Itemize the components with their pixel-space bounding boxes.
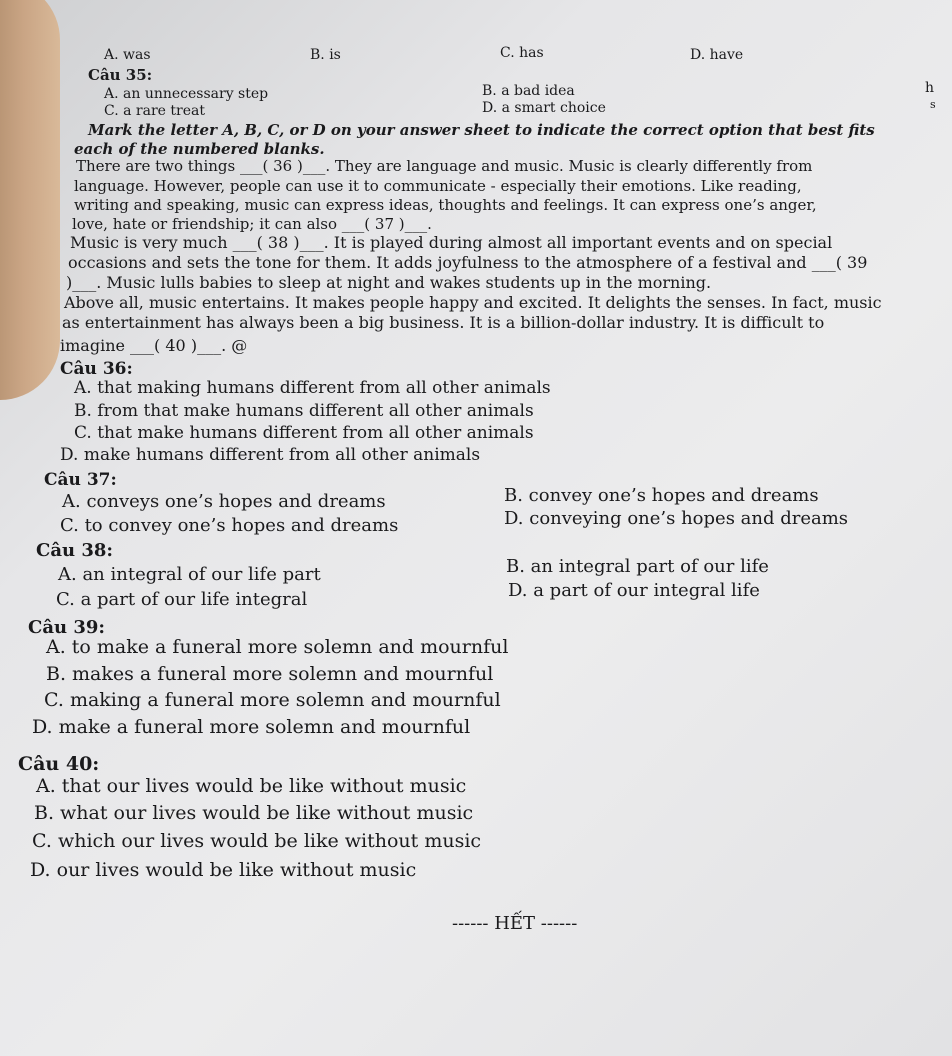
q37-title: Câu 37:: [44, 470, 117, 490]
passage-line-2: language. However, people can use it to communicate - especially their emotions. Like reading,: [74, 177, 802, 195]
q34-option-d: D. have: [690, 47, 744, 63]
q34-option-b: B. is: [310, 47, 341, 63]
passage-line-7: )___. Music lulls babies to sleep at night and wakes students up in the morning.: [66, 273, 712, 292]
passage-line-5: Music is very much ___( 38 )___. It is played during almost all important events and on special: [70, 233, 833, 252]
finger-shadow: [0, 0, 60, 400]
q35-option-b: B. a bad idea: [482, 83, 575, 99]
passage-line-4: love, hate or friendship; it can also ___( 37 )___.: [72, 215, 432, 233]
passage-line-1: There are two things ___( 36 )___. They are language and music. Music is clearly differently from: [76, 157, 813, 175]
instruction-line-1: Mark the letter A, B, C, or D on your answer sheet to indicate the correct option that best fits: [88, 121, 875, 139]
q36-option-b: B. from that make humans different all other animals: [74, 401, 534, 421]
q40-option-b: B. what our lives would be like without music: [34, 802, 474, 824]
q36-option-a: A. that making humans different from all other animals: [74, 378, 551, 398]
margin-letter-s: s: [930, 98, 936, 111]
q37-option-b: B. convey one’s hopes and dreams: [504, 485, 819, 506]
passage-line-8: Above all, music entertains. It makes people happy and excited. It delights the senses. In fact, music: [64, 293, 882, 312]
q36-title: Câu 36:: [60, 359, 133, 379]
end-marker: ------ HẾT ------: [452, 913, 578, 934]
q36-option-c: C. that make humans different from all other animals: [74, 423, 534, 443]
q37-option-a: A. conveys one’s hopes and dreams: [62, 491, 386, 512]
passage-line-6: occasions and sets the tone for them. It adds joyfulness to the atmosphere of a festival and ___( 39: [68, 253, 868, 272]
q35-option-a: A. an unnecessary step: [104, 86, 269, 102]
q37-option-c: C. to convey one’s hopes and dreams: [60, 515, 399, 536]
q39-title: Câu 39:: [28, 617, 106, 638]
q38-option-a: A. an integral of our life part: [58, 564, 321, 585]
q39-option-b: B. makes a funeral more solemn and mournful: [46, 663, 494, 685]
instruction-line-2: each of the numbered blanks.: [74, 140, 325, 158]
q40-option-d: D. our lives would be like without music: [30, 859, 417, 881]
q39-option-c: C. making a funeral more solemn and mournful: [44, 689, 501, 711]
passage-line-9: as entertainment has always been a big business. It is a billion-dollar industry. It is difficult to: [62, 313, 825, 332]
q39-option-a: A. to make a funeral more solemn and mournful: [46, 636, 509, 658]
q40-option-a: A. that our lives would be like without music: [36, 775, 467, 797]
q40-title: Câu 40:: [18, 753, 100, 775]
q38-option-b: B. an integral part of our life: [506, 556, 769, 577]
q38-option-d: D. a part of our integral life: [508, 580, 760, 601]
q38-title: Câu 38:: [36, 540, 114, 561]
passage-line-3: writing and speaking, music can express ideas, thoughts and feelings. It can express one’s anger,: [74, 196, 817, 214]
q37-option-d: D. conveying one’s hopes and dreams: [504, 508, 849, 529]
q40-option-c: C. which our lives would be like without music: [32, 830, 482, 852]
q36-option-d: D. make humans different from all other animals: [60, 445, 481, 465]
q35-option-c: C. a rare treat: [104, 103, 205, 119]
q35-option-d: D. a smart choice: [482, 100, 606, 116]
q34-option-a: A. was: [104, 47, 151, 63]
margin-letter-h: h: [925, 80, 935, 96]
passage-line-10: imagine ___( 40 )___. @: [60, 336, 248, 355]
q39-option-d: D. make a funeral more solemn and mournful: [32, 716, 471, 738]
q35-title: Câu 35:: [88, 66, 153, 84]
q34-option-c: C. has: [500, 45, 544, 61]
q38-option-c: C. a part of our life integral: [56, 589, 308, 610]
